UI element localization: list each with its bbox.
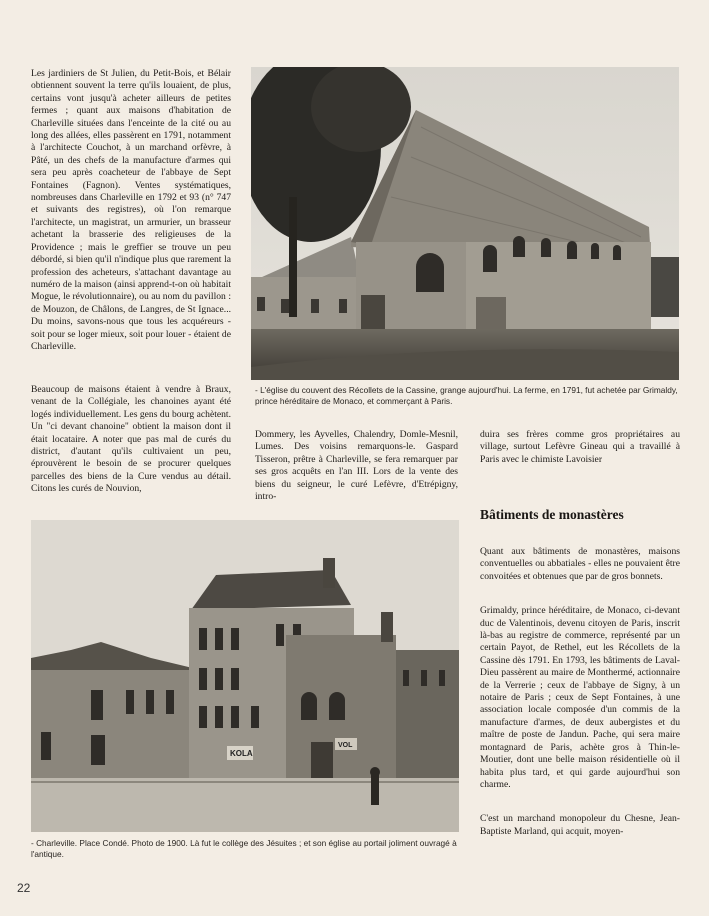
paragraph: Quant aux bâtiments de monastères, maisons conventuelles ou abbatiales - elles ne pouvaient être convoitées et obtenues que par de gros bonnets. <box>480 546 680 582</box>
page-number: 22 <box>17 881 31 895</box>
paragraph: Les jardiniers de St Julien, du Petit-Bois, et Bélair obtiennent souvent la terre qu'ils louaient, de plus, certains vont jusqu'à acheter ailleurs de petites fermes ; quant aux maisons d'habitation de Charleville situées dans l'enceinte de la cité ou au long des allées, elles passèrent en 1791, notamment à l'architecte Couchot, à un marchand orfèvre, à Pâté, un des chefs de la manufacture d'armes qui sera peu après coacheteur de l'abbaye de Sept Fontaines (Fagnon). Ventes systématiques, nombreuses dans Charleville en 1792 et 93 (n° 747 et suivants des registres), où l'on remarque l'architecte, un magistrat, un armurier, un brasseur achetant la brasserie des religieuses de la Providence ; mais le greffier se trouve un peu débordé, si bien qu'il n'indique plus que rarement la profession des acheteurs, s'attachant davantage au numéro de la maison (ainsi apprend-t-on où habitait Mogue, le révolutionnaire), ou au nom du pavillon : de Mouzon, de Châlons, de Langres, de St Ignace... Du moins, savons-nous que tous les acquéreurs - soit pour se loger mieux, soit pour louer - étaient de Charleville. <box>31 68 231 352</box>
photo-place-conde <box>31 520 459 832</box>
paragraph: Grimaldy, prince héréditaire, de Monaco, ci-devant duc de Valentinois, devenu citoyen de Paris, inscrit là-bas au registre de commerce, représenté par un certain Payot, de Rethel, eut les Récollets de la Cassine dès 1791. En 1793, les bâtiments de Laval-Dieu passèrent au maire de Monthermé, actionnaire de la Verrerie ; ceux de l'abbaye de Signy, à un notaire de Paris ; ceux de Sept Fontaines, à une association locale composée d'un commis de la manufacture d'armes, de deux aubergistes et du maître de poste de Jandun. Pache, qui sera maire montagnard de Paris, achète gros à Thin-le-Moutier, dont une belle maison résidentielle où il habita plus tard, et qui garde aujourd'hui son charme. <box>480 605 680 790</box>
text-column-mid <box>255 429 458 503</box>
paragraph: C'est un marchand monopoleur du Chesne, Jean-Baptiste Marland, qui acquit, moyen- <box>480 813 680 837</box>
paragraph: Dommery, les Ayvelles, Chalendry, Domle-Mesnil, Lumes. Des voisins remarquons-le. Gaspard Tisseron, prêtre à Charleville, se fera remarquer par ses gros acquêts en l'an III. Lors de la vente des biens du seigneur, le curé Lefèvre, d'Etrépigny, intro- <box>255 429 458 503</box>
photo-church-recollets <box>251 67 679 380</box>
text-column-left-mid <box>31 384 231 496</box>
sign-vol: VOL <box>338 742 353 749</box>
paragraph: duira ses frères comme gros propriétaires au village, surtout Lefèvre Gineau qui a travaillé à Paris avec le chimiste Lavoisier <box>480 429 680 465</box>
text-column-left-top <box>31 68 231 353</box>
photo-caption-church: - L'église du couvent des Récollets de la Cassine, grange aujourd'hui. La ferme, en 1791, fut achetée par Grimaldy, prince héréditaire de Monaco, et commerçant à Paris. <box>255 385 678 406</box>
text-column-right-bottom <box>480 546 680 838</box>
sign-kola: KOLA <box>230 749 253 758</box>
section-heading: Bâtiments de monastères <box>480 507 624 522</box>
photo-caption-conde: - Charleville. Place Condé. Photo de 1900. Là fut le collège des Jésuites ; et son église au portail joliment ouvragé à l'antique. <box>31 838 457 859</box>
text-column-right-top <box>480 429 680 466</box>
paragraph: Beaucoup de maisons étaient à vendre à Braux, venant de la Collégiale, les chanoines ayant été logés individuellement. Les gens du bourg achètent. Un "ci devant chanoine" obtient la maison dont il était locataire. A noter que pas mal de curés du district, d'autant qu'ils cultivaient un peu, éprouvèrent le besoin de se procurer quelques parcelles des biens de la Cure vendus au détail. Citons les curés de Nouvion, <box>31 384 231 495</box>
